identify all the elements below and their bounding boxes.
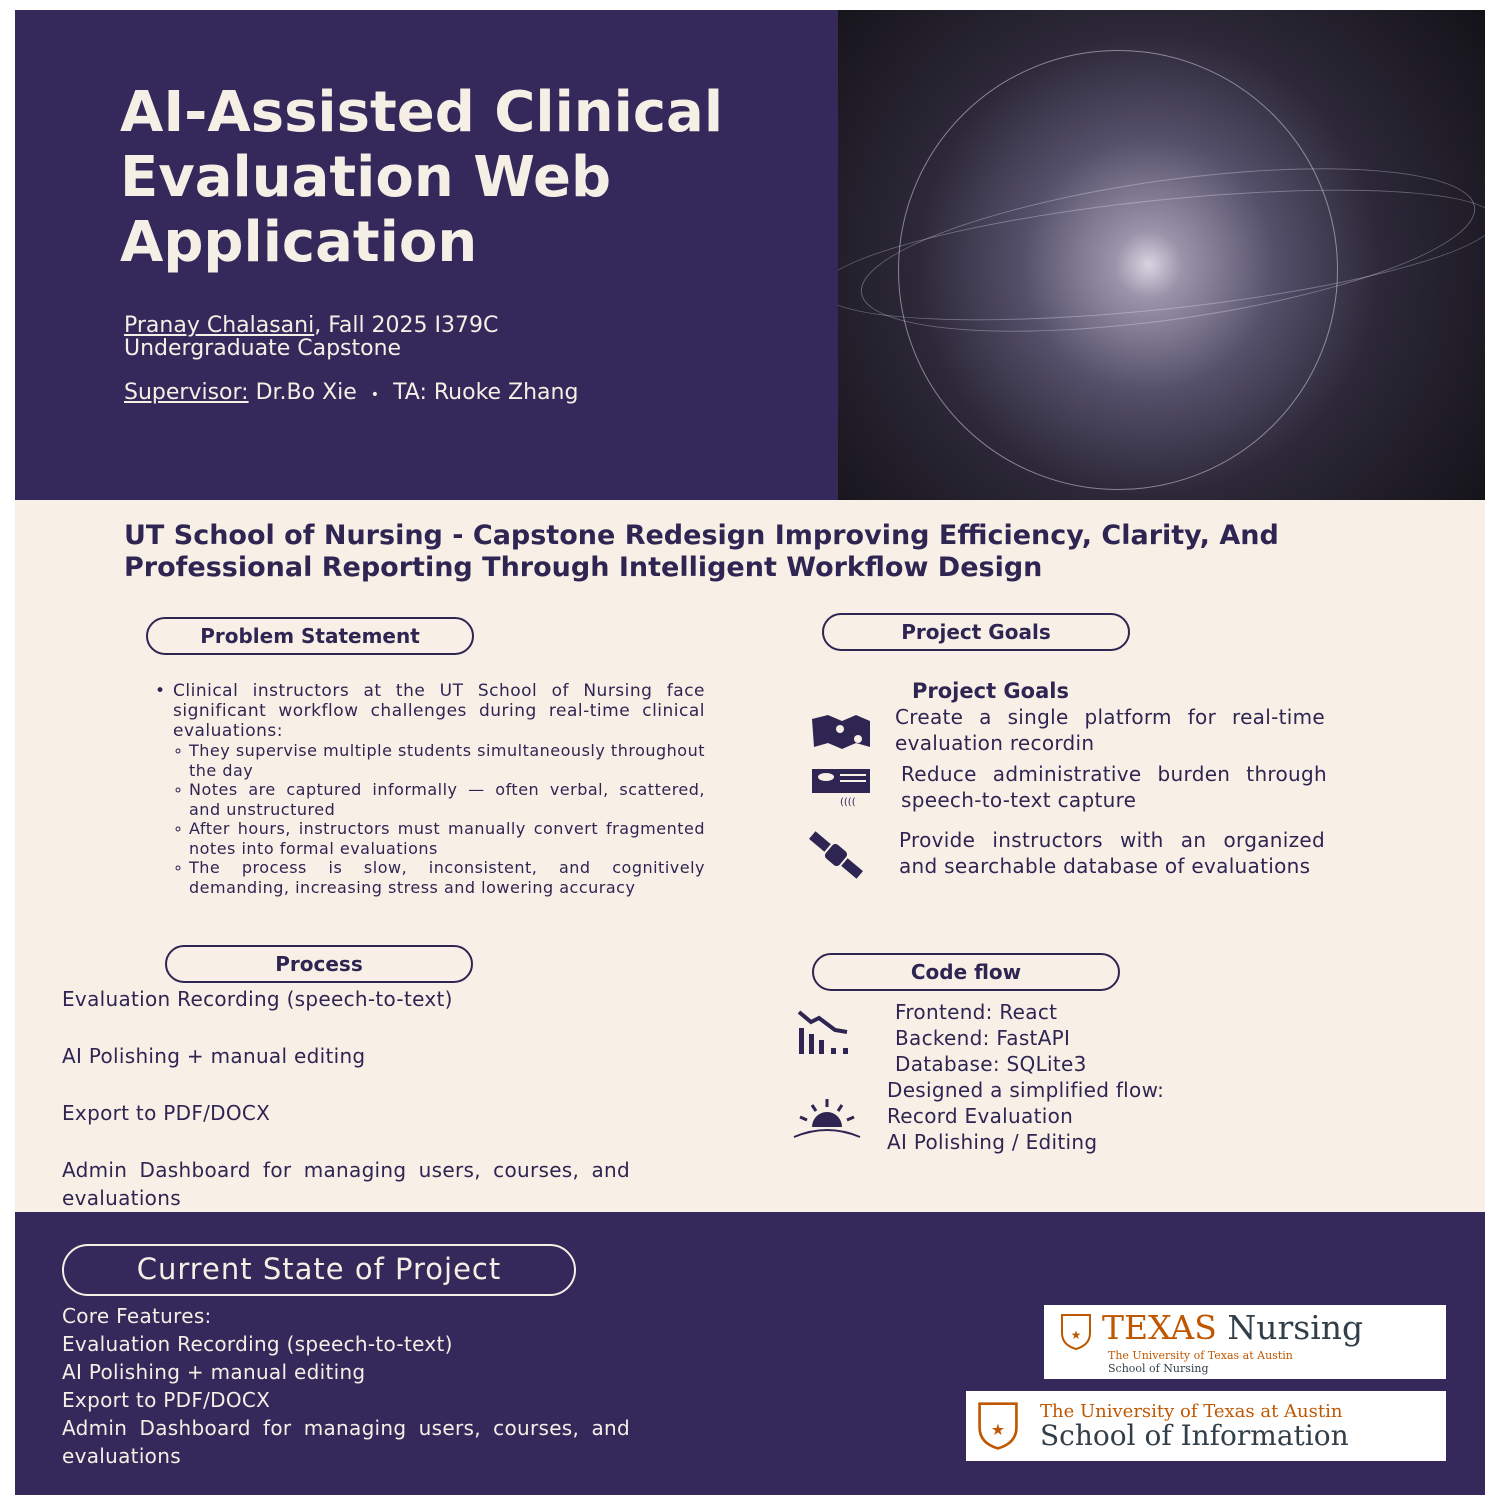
features-label: Core Features: — [62, 1304, 212, 1328]
poster-title: AI-Assisted Clinical Evaluation Web Application — [120, 80, 724, 275]
stack-item: Database: SQLite3 — [895, 1052, 1087, 1076]
problem-sub: After hours, instructors must manually convert fragmented notes into formal evaluations — [189, 819, 705, 858]
ut-seal-icon — [976, 1401, 1020, 1451]
flow-item: AI Polishing / Editing — [887, 1130, 1098, 1154]
process-item: Evaluation Recording (speech-to-text) — [62, 987, 453, 1011]
sunrise-icon — [792, 1094, 862, 1144]
logo-line: The University of Texas at Austin — [1040, 1401, 1343, 1422]
course: , Fall 2025 I379C — [314, 313, 499, 338]
school-of-information-logo — [966, 1391, 1446, 1461]
feature-item: Evaluation Recording (speech-to-text) — [62, 1332, 453, 1356]
current-features — [62, 1302, 630, 1470]
svg-text:★: ★ — [990, 1420, 1006, 1440]
goals-subheading: Project Goals — [912, 679, 1069, 703]
flow-item: Designed a simplified flow: — [887, 1078, 1165, 1102]
problem-sub: The process is slow, inconsistent, and cognitively demanding, increasing stress and lowering accuracy — [189, 858, 705, 897]
program: Undergraduate Capstone — [124, 336, 402, 361]
ta: TA: Ruoke Zhang — [393, 380, 579, 405]
goal-item: Reduce administrative burden through speech-to-text capture — [901, 762, 1327, 812]
process-item: Admin Dashboard for managing users, courses, and evaluations — [62, 1158, 630, 1210]
logo-line: The University of Texas at Austin — [1108, 1349, 1293, 1362]
declining-chart-icon — [795, 1008, 857, 1058]
logo-line: School of Nursing — [1108, 1362, 1209, 1375]
goal-item: Create a single platform for real-time evaluation recordin — [895, 705, 1325, 755]
svg-text:((((: (((( — [840, 797, 856, 808]
flow-item: Record Evaluation — [887, 1104, 1074, 1128]
author-name[interactable]: Pranay Chalasani — [124, 313, 315, 338]
problem-sub: They supervise multiple students simultaneously throughout the day — [189, 741, 705, 780]
map-pin-icon — [810, 708, 872, 758]
process-list — [62, 985, 630, 1212]
flow-list — [887, 1077, 1164, 1155]
author-line — [124, 314, 498, 338]
subtitle: UT School of Nursing - Capstone Redesign Improving Efficiency, Clarity, And Professional Reporting Through Intelligent Workflow Design — [124, 520, 1279, 583]
codeflow-heading: Code flow — [812, 953, 1120, 991]
supervisor-label: Supervisor: — [124, 380, 249, 405]
feature-item: Admin Dashboard for managing users, courses, and evaluations — [62, 1416, 630, 1468]
supervisor-line — [124, 381, 578, 407]
process-item: AI Polishing + manual editing — [62, 1044, 366, 1068]
texas-nursing-logo — [1044, 1305, 1446, 1379]
separator: • — [370, 387, 380, 403]
process-item: Export to PDF/DOCX — [62, 1101, 271, 1125]
satellite-icon — [805, 830, 867, 880]
stack-item: Backend: FastAPI — [895, 1026, 1071, 1050]
ut-seal-icon — [1060, 1313, 1092, 1351]
goal-item: Provide instructors with an organized and searchable database of evaluations — [899, 828, 1325, 878]
logo-name: Nursing — [1227, 1308, 1364, 1347]
feature-item: Export to PDF/DOCX — [62, 1388, 271, 1412]
process-heading: Process — [165, 945, 473, 983]
problem-heading: Problem Statement — [146, 617, 474, 655]
problem-statement: • Clinical instructors at the UT School of Nursing face significant workflow challenges during real-time clinical evaluations: ∘ They supervise multiple students simultaneously throughout the day ∘ Notes are captured informally — often verbal, scattered, and unstructured ∘ After hours, instructors must manually convert fragmented notes into formal evaluations ∘ The process is slow, inconsistent, and cognitively demanding, increasing stress and lowering accuracy — [155, 681, 705, 897]
svg-text:★: ★ — [1070, 1328, 1082, 1342]
problem-main: Clinical instructors at the UT School of Nursing face significant workflow challenges during real-time clinical evaluations: — [173, 681, 705, 741]
weather-display-icon — [810, 762, 872, 812]
feature-item: AI Polishing + manual editing — [62, 1360, 366, 1384]
current-state-heading: Current State of Project — [62, 1244, 576, 1296]
globe-image — [838, 10, 1485, 500]
stack-list — [895, 999, 1087, 1077]
goals-heading: Project Goals — [822, 613, 1130, 651]
problem-sub: Notes are captured informally — often verbal, scattered, and unstructured — [189, 780, 705, 819]
logo-brand: TEXAS — [1102, 1308, 1217, 1347]
stack-item: Frontend: React — [895, 1000, 1058, 1024]
supervisor: Dr.Bo Xie — [248, 380, 357, 405]
logo-line: School of Information — [1040, 1419, 1349, 1452]
